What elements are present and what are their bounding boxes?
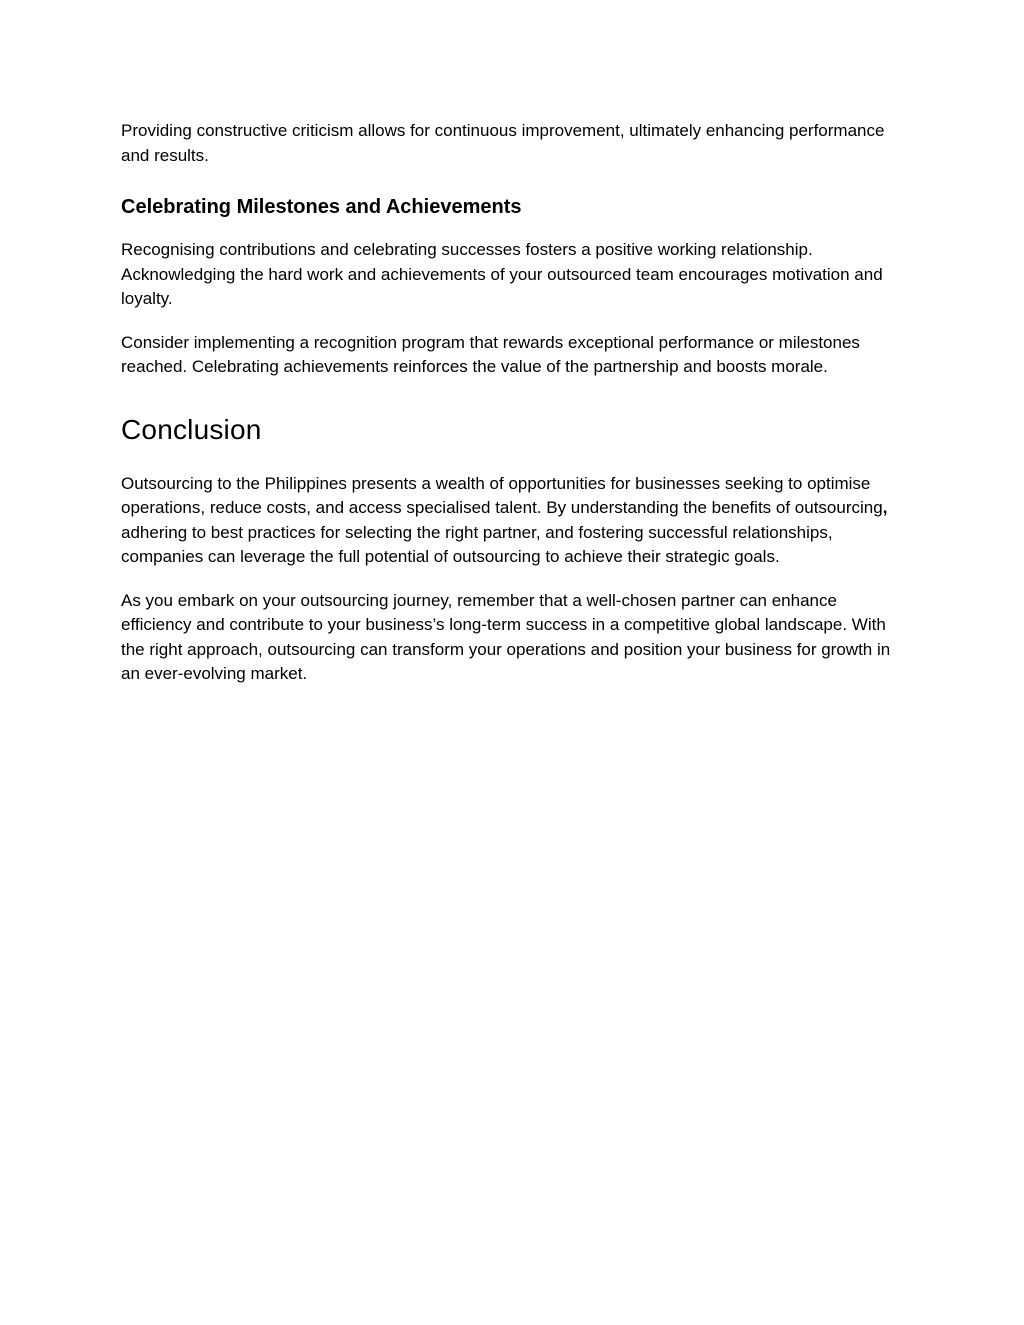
intro-paragraph: Providing constructive criticism allows for continuous improvement, ultimately enhancing performance and results.: [121, 121, 885, 165]
conclusion-paragraph-1-comma: ,: [882, 498, 888, 517]
conclusion-paragraph-1: [121, 472, 911, 570]
conclusion-heading: Conclusion: [121, 413, 262, 445]
section-heading: Celebrating Milestones and Achievements: [121, 196, 522, 218]
conclusion-paragraph-1-part-b: adhering to best practices for selecting the right partner, and fostering successful relationships, companies can leverage the full potential of outsourcing to achieve their strategic goals.: [121, 522, 833, 566]
conclusion-paragraph-2: As you embark on your outsourcing journey, remember that a well-chosen partner can enhance efficiency and contribute to your business’s long-term success in a competitive global landscape. With the right approach, outsourcing can transform your operations and position your business for growth in an ever-evolving market.: [121, 590, 891, 683]
section-paragraph-recognition: Recognising contributions and celebrating successes fosters a positive working relationship. Acknowledging the hard work and achievements of your outsourced team encourages motivation and loyalty.: [121, 240, 883, 308]
document-page: [121, 119, 911, 687]
conclusion-paragraph-1-part-a: Outsourcing to the Philippines presents a wealth of opportunities for businesses seeking to optimise operations, reduce costs, and access specialised talent. By understanding the benefits of outsourcing: [121, 473, 883, 517]
section-paragraph-program: Consider implementing a recognition program that rewards exceptional performance or milestones reached. Celebrating achievements reinforces the value of the partnership and boosts morale.: [121, 332, 860, 376]
